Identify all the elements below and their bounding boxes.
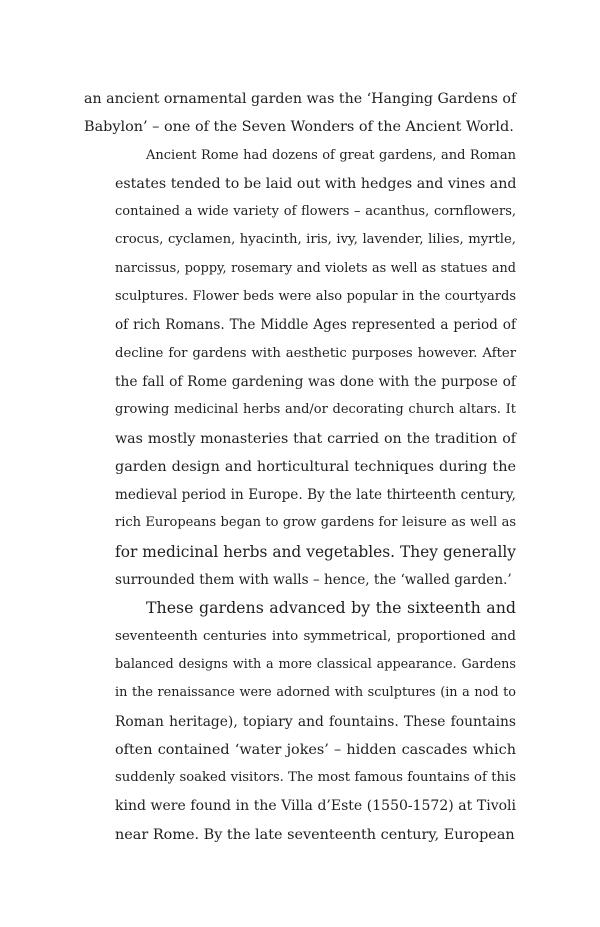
text-line: seventeenth centuries into symmetrical, proportioned and	[115, 628, 516, 644]
paragraph	[84, 142, 516, 595]
text-line: rich Europeans began to grow gardens for leisure as well as	[115, 515, 516, 531]
text-line: an ancient ornamental garden was the ‘Hanging Gardens of	[84, 91, 517, 107]
text-line: medieval period in Europe. By the late thirteenth century,	[115, 487, 516, 504]
text-line: narcissus, poppy, rosemary and violets as well as statues and	[115, 260, 516, 276]
text-line: kind were found in the Villa d’Este (1550-1572) at Tivoli	[115, 798, 516, 815]
text-line: the fall of Rome gardening was done with the purpose of	[115, 373, 516, 390]
text-line: of rich Romans. The Middle Ages represented a period of	[115, 317, 516, 334]
text-line: was mostly monasteries that carried on the tradition of	[115, 430, 516, 447]
text-line: balanced designs with a more classical appearance. Gardens	[115, 656, 516, 672]
text-line: near Rome. By the late seventeenth century, European	[115, 826, 515, 843]
text-line: for medicinal herbs and vegetables. They generally	[115, 542, 516, 561]
body-text	[84, 85, 516, 849]
text-line: growing medicinal herbs and/or decorating church altars. It	[115, 402, 516, 418]
paragraph	[84, 85, 516, 142]
text-line: decline for gardens with aesthetic purposes however. After	[115, 345, 516, 361]
text-line: Roman heritage), topiary and fountains. These fountains	[115, 713, 516, 730]
text-line: garden design and horticultural techniques during the	[115, 458, 516, 475]
text-line: in the renaissance were adorned with sculptures (in a nod to	[115, 685, 516, 701]
text-line: sculptures. Flower beds were also popular in the courtyards	[115, 289, 516, 305]
text-line: suddenly soaked visitors. The most famous fountains of this	[115, 770, 516, 786]
text-line: Babylon’ – one of the Seven Wonders of the Ancient World.	[84, 119, 514, 136]
text-line: Ancient Rome had dozens of great gardens, and Roman	[146, 147, 516, 163]
text-line: surrounded them with walls – hence, the ‘walled garden.’	[115, 572, 512, 589]
text-line: These gardens advanced by the sixteenth and	[146, 598, 516, 618]
text-line: contained a wide variety of flowers – acanthus, cornflowers,	[115, 204, 516, 220]
text-line: estates tended to be laid out with hedges and vines and	[115, 175, 517, 192]
text-line: often contained ‘water jokes’ – hidden cascades which	[115, 741, 516, 758]
text-line: crocus, cyclamen, hyacinth, iris, ivy, lavender, lilies, myrtle,	[115, 232, 516, 248]
paragraph	[84, 594, 516, 849]
